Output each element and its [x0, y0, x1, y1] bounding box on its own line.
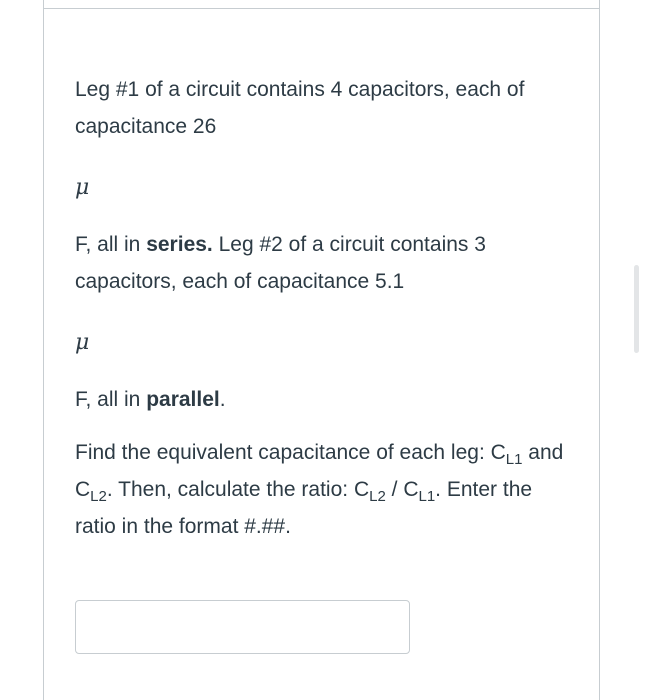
instructions-part-5: . Enter the ratio in the format #.##.: [75, 478, 533, 538]
leg2-prefix: F, all in: [75, 233, 147, 256]
card-header-divider: [44, 8, 599, 9]
parallel-prefix: F, all in: [75, 388, 147, 411]
instructions-part-2: and C: [75, 441, 564, 501]
answer-input[interactable]: [75, 600, 410, 654]
leg2-text: Leg #2 of a circuit contains 3 capacitors, each of capacitance 5.1: [75, 233, 486, 293]
instructions-part-1: Find the equivalent capacitance of each leg: C: [75, 441, 506, 464]
subscript-l2-a: L2: [90, 488, 107, 505]
scrollbar[interactable]: [634, 265, 639, 353]
subscript-l1-b: L1: [418, 488, 436, 505]
mu-symbol-2: μ: [75, 330, 90, 355]
question-paragraph-instructions: [75, 434, 565, 545]
parallel-keyword: parallel: [146, 388, 220, 411]
subscript-l2-b: L2: [369, 488, 386, 505]
series-keyword: series.: [146, 233, 213, 256]
subscript-l1-a: L1: [505, 451, 523, 468]
question-paragraph-parallel: [75, 381, 565, 418]
question-text: [75, 71, 565, 545]
instructions-part-4: / C: [385, 478, 419, 501]
parallel-suffix: .: [219, 388, 226, 411]
question-paragraph-leg1: [75, 71, 565, 145]
instructions-part-3: . Then, calculate the ratio: C: [106, 478, 370, 501]
mu-symbol-1: μ: [75, 175, 90, 200]
leg1-text: Leg #1 of a circuit contains 4 capacitors, each of capacitance 26: [75, 78, 525, 138]
question-card: [43, 0, 600, 700]
question-paragraph-leg2: [75, 226, 565, 300]
